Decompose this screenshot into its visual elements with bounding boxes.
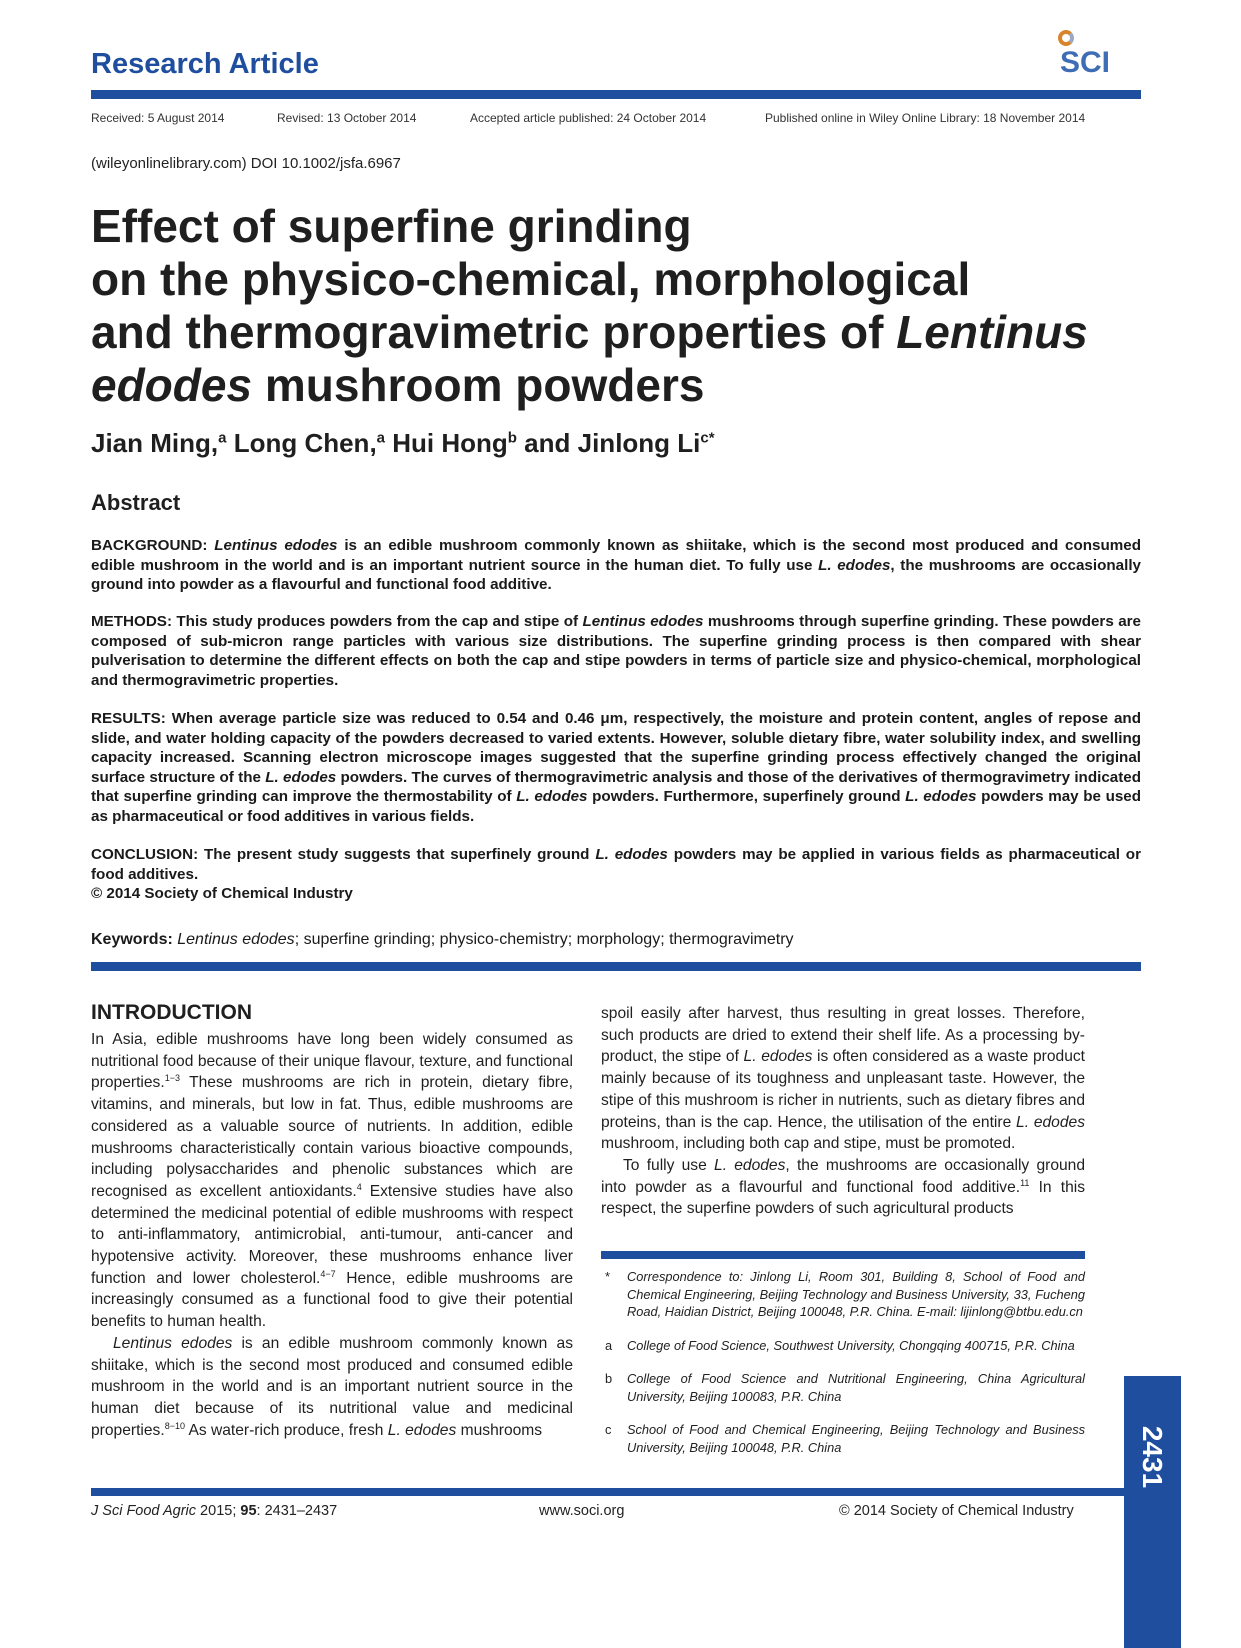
author-name: Hui Hong — [385, 428, 508, 458]
footnote-affiliation-b: b College of Food Science and Nutritional Engineering, China Agricultural University, Beijing 100083, P.R. China — [605, 1371, 1085, 1404]
logo-ring-icon — [1058, 30, 1074, 46]
author-affiliation: b — [507, 429, 517, 447]
author-name: Long Chen, — [226, 428, 377, 458]
abstract-heading: Abstract — [91, 490, 181, 515]
logo-text: SCI — [1060, 46, 1111, 79]
title-line-2: on the physico-chemical, morphological — [91, 253, 971, 305]
section-label: Research Article — [91, 48, 319, 80]
footnote-affiliation-c: c School of Food and Chemical Engineering, Beijing Technology and Business University, Beijing 100048, P.R. China — [605, 1422, 1085, 1455]
header-rule — [91, 90, 1141, 99]
footnote-rule — [601, 1251, 1085, 1259]
received-date: Received: 5 August 2014 — [91, 111, 225, 125]
author-affiliation: c* — [700, 429, 715, 447]
footnote-correspondence: * Correspondence to: Jinlong Li, Room 301, Building 8, School of Food and Chemical Engineering, Beijing Technology and Business University, 33, Fucheng Road, Haidian District, Beijing 100048, P.R. China. E-mail: lijinlong@btbu.edu.cn — [605, 1269, 1085, 1319]
abstract-rule — [91, 962, 1141, 971]
abstract-methods: METHODS: This study produces powders from the cap and stipe of Lentinus edodes mushrooms through superfine grinding. These powders are composed of sub-micron range particles with various size distributions. The superfine grinding process is then compared with shear pulverisation to determine the different effects on both the cap and stipe powders in terms of particle size and physico-chemical, morphological and thermogravimetric properties. — [91, 613, 1142, 689]
revised-date: Revised: 13 October 2014 — [277, 111, 417, 125]
introduction-heading: INTRODUCTION — [91, 1001, 252, 1024]
footnote-affiliation-a: a College of Food Science, Southwest University, Chongqing 400715, P.R. China — [605, 1338, 1075, 1353]
website-link[interactable]: www.soci.org — [539, 1503, 625, 1519]
author-list — [91, 428, 715, 459]
title-line-3: and thermogravimetric properties of Lentinus — [91, 306, 1088, 358]
accepted-date: Accepted article published: 24 October 2014 — [470, 111, 707, 125]
author-name: Jian Ming, — [91, 428, 219, 458]
abstract-background: BACKGROUND: Lentinus edodes is an edible mushroom commonly known as shiitake, which is the second most produced and consumed edible mushroom in the world and is an important nutrient source in the human diet. To fully use L. edodes, the mushrooms are occasionally ground into powder as a flavourful and functional food additive. — [91, 537, 1141, 594]
footer-rule — [91, 1488, 1141, 1496]
abstract-copyright: © 2014 Society of Chemical Industry — [91, 885, 353, 903]
intro-paragraph-1: In Asia, edible mushrooms have long been widely consumed as nutritional food because of their unique flavour, texture, and functional properties.$^{1-3}$ These mushrooms are rich in protein, dietary fibre, vitamins, and minerals, but low in fat. Thus, edible mushrooms are considered as a valuable source of nutrients. In addition, edible mushrooms characteristically contain various bioactive compounds, including polysaccharides and phenolic substances which are recognised as excellent antioxidants.$^4$ Extensive studies have also determined the medicinal potential of edible mushrooms with respect to anti-inflammatory, antimicrobial, anti-tumour, anti-cancer and hypotensive activity. Moreover, these mushrooms enhance liver function and lower cholesterol.$^{4-7}$ Hence, edible mushrooms are increasingly consumed as a functional food to give their potential benefits to human health. — [91, 1031, 574, 1331]
footer-copyright: © 2014 Society of Chemical Industry — [839, 1503, 1074, 1519]
page-number-tab — [1124, 1376, 1181, 1648]
intro-paragraph-3: To fully use L. edodes, the mushrooms are occasionally ground into powder as a flavourful and functional food additive.$^{11}$ In this respect, the superfine powders of such agricultural products — [601, 1156, 1086, 1218]
published-date: Published online in Wiley Online Library: 18 November 2014 — [765, 111, 1086, 125]
author-affiliation: a — [376, 429, 386, 447]
title-line-4: edodes mushroom powders — [91, 359, 705, 411]
journal-citation: J Sci Food Agric 2015; 95: 2431–2437 — [91, 1503, 338, 1519]
body-column-left — [91, 1029, 573, 1441]
doi-line: (wileyonlinelibrary.com) DOI 10.1002/jsfa.6967 — [91, 155, 401, 172]
author-affiliation: a — [218, 429, 227, 447]
abstract-results: RESULTS: When average particle size was reduced to 0.54 and 0.46 μm, respectively, the moisture and protein content, angles of repose and slide, and water holding capacity of the powders decreased to varied extents. However, soluble dietary fibre, water solubility index, and swelling capacity increased. Scanning electron microscope images suggested that the superfine grinding process effectively changed the original surface structure of the L. edodes powders. The curves of thermogravimetric analysis and those of the derivatives of thermogravimetry indicated that superfine grinding can improve the thermostability of L. edodes powders. Furthermore, superfinely ground L. edodes powders may be used as pharmaceutical or food additives in various fields. — [91, 710, 1142, 825]
abstract-conclusion: CONCLUSION: The present study suggests that superfinely ground L. edodes powders may be applied in various fields as pharmaceutical or food additives. © 2014 Society of Chemical Industry — [91, 846, 1141, 903]
author-name: and Jinlong Li — [516, 428, 701, 458]
keywords: Keywords: Lentinus edodes; superfine grinding; physico-chemistry; morphology; thermogravimetry — [91, 931, 794, 948]
page-number: 2431 — [1137, 1425, 1168, 1489]
intro-paragraph-2-continued: spoil easily after harvest, thus resulting in great losses. Therefore, such products are dried to extend their shelf life. As a processing by-product, the stipe of L. edodes is often considered as a waste product mainly because of its toughness and unpleasant taste. However, the stipe of this mushroom is richer in nutrients, such as dietary fibres and proteins, than is the cap. Hence, the utilisation of the entire L. edodes mushroom, including both cap and stipe, must be promoted. — [601, 1005, 1085, 1153]
article-title — [91, 200, 1151, 412]
body-column-right — [601, 1003, 1085, 1220]
title-line-1: Effect of superfine grinding — [91, 200, 692, 252]
intro-paragraph-2: Lentinus edodes is an edible mushroom commonly known as shiitake, which is the second most produced and consumed edible mushroom in the world and is an important nutrient source in the human diet because of its nutritional value and medicinal properties.$^{8-10}$ As water-rich produce, fresh L. edodes mushrooms — [91, 1334, 574, 1439]
sci-logo — [1050, 30, 1140, 85]
